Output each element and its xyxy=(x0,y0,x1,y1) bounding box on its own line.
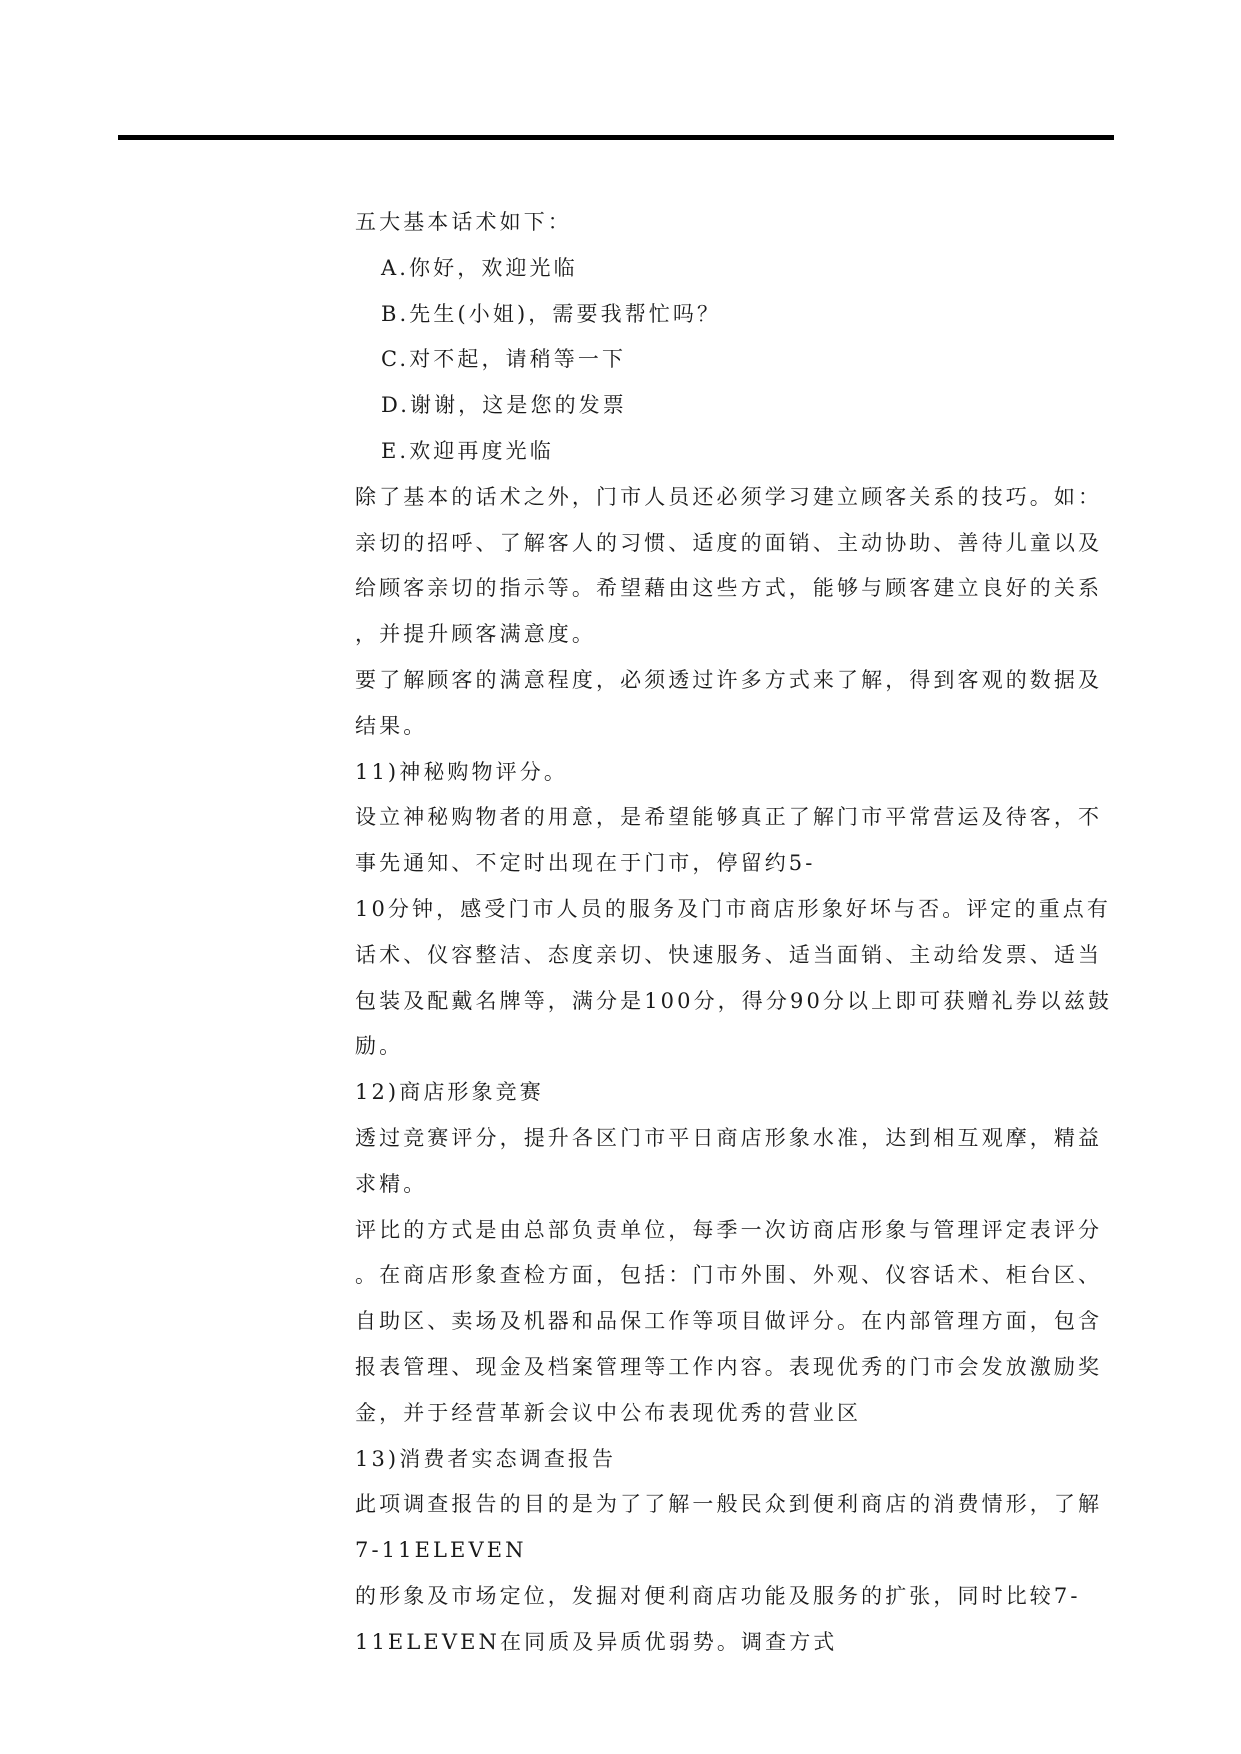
section-heading: 12)商店形象竞赛 xyxy=(355,1080,544,1105)
text-line: 亲切的招呼、了解客人的习惯、适度的面销、主动协助、善待儿童以及 xyxy=(355,530,1103,555)
section-heading: 11)神秘购物评分。 xyxy=(355,759,568,784)
text-line: 报表管理、现金及档案管理等工作内容。表现优秀的门市会发放激励奖 xyxy=(355,1354,1103,1379)
text-line: 励。 xyxy=(355,1034,404,1059)
text-line: ，并提升顾客满意度。 xyxy=(355,622,596,647)
header-rule xyxy=(118,135,1114,140)
text-line: E.欢迎再度光临 xyxy=(381,438,554,463)
text-line: 要了解顾客的满意程度，必须透过许多方式来了解，得到客观的数据及 xyxy=(355,667,1103,692)
text-line: 此项调查报告的目的是为了了解一般民众到便利商店的消费情形，了解 xyxy=(355,1492,1103,1517)
text-line: 评比的方式是由总部负责单位，每季一次访商店形象与管理评定表评分 xyxy=(355,1217,1103,1242)
text-line: D.谢谢，这是您的发票 xyxy=(381,393,627,418)
text-line: 设立神秘购物者的用意，是希望能够真正了解门市平常营运及待客，不 xyxy=(355,805,1103,830)
text-line: 除了基本的话术之外，门市人员还必须学习建立顾客关系的技巧。如： xyxy=(355,484,1103,509)
text-line: 的形象及市场定位，发掘对便利商店功能及服务的扩张，同时比较7- xyxy=(355,1583,1081,1608)
text-line: 求精。 xyxy=(355,1171,428,1196)
text-line: 7-11ELEVEN xyxy=(355,1538,527,1563)
document-body xyxy=(355,200,1115,1666)
text-line: 五大基本话术如下： xyxy=(355,210,572,234)
text-line: 包装及配戴名牌等，满分是100分，得分90分以上即可获赠礼券以兹鼓 xyxy=(355,988,1113,1013)
text-line: 事先通知、不定时出现在于门市，停留约5- xyxy=(355,851,816,876)
text-line: A.你好，欢迎光临 xyxy=(381,255,578,280)
text-line: B.先生(小姐)，需要我帮忙吗？ xyxy=(381,301,722,326)
text-line: C.对不起，请稍等一下 xyxy=(381,347,627,372)
text-line: 自助区、卖场及机器和品保工作等项目做评分。在内部管理方面，包含 xyxy=(355,1309,1103,1334)
text-line: 透过竞赛评分，提升各区门市平日商店形象水准，达到相互观摩，精益 xyxy=(355,1125,1103,1150)
text-line: 10分钟，感受门市人员的服务及门市商店形象好坏与否。评定的重点有 xyxy=(355,896,1111,921)
text-line: 话术、仪容整洁、态度亲切、快速服务、适当面销、主动给发票、适当 xyxy=(355,942,1103,967)
text-line: 金，并于经营革新会议中公布表现优秀的营业区 xyxy=(355,1400,862,1425)
text-line: 11ELEVEN在同质及异质优弱势。调查方式 xyxy=(355,1629,838,1654)
text-line: 结果。 xyxy=(355,713,428,738)
section-heading: 13)消费者实态调查报告 xyxy=(355,1446,617,1471)
text-line: 给顾客亲切的指示等。希望藉由这些方式，能够与顾客建立良好的关系 xyxy=(355,576,1103,601)
text-line: 。在商店形象查检方面，包括：门市外围、外观、仪容话术、柜台区、 xyxy=(355,1263,1103,1288)
